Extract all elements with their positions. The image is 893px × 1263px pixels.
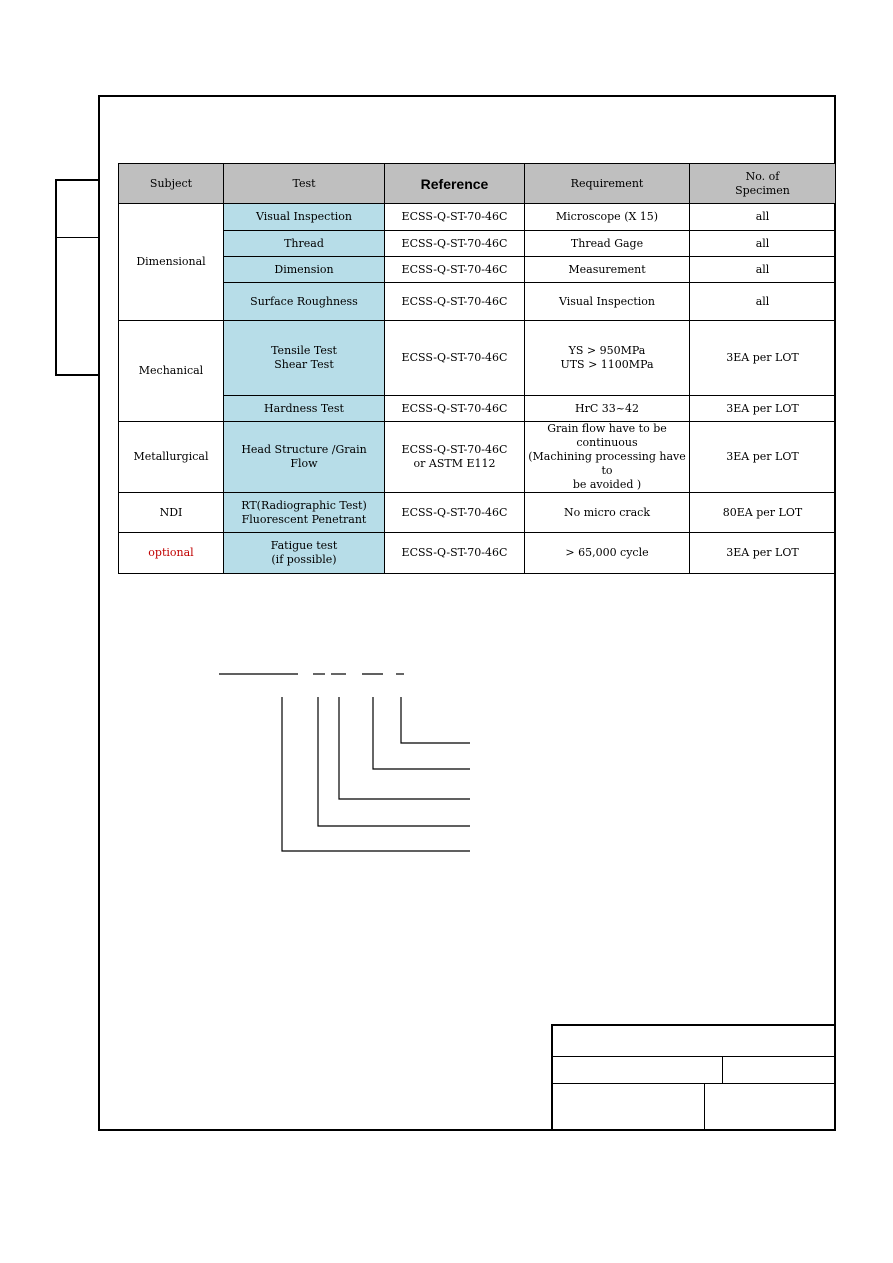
callout-leader-4 [318, 697, 470, 826]
group-mechanical: Mechanical [119, 321, 224, 422]
group-ndi: NDI [119, 493, 224, 533]
group-metallurgical: Metallurgical [119, 422, 224, 493]
header-requirement: Requirement [525, 164, 690, 204]
cell-specimen: 3EA per LOT [690, 533, 836, 574]
cell-test: Head Structure /Grain Flow [224, 422, 385, 493]
header-reference: Reference [385, 164, 525, 204]
cell-specimen: all [690, 204, 836, 231]
cell-requirement: Grain flow have to be continuous (Machining processing have to be avoided ) [525, 422, 690, 493]
title-block [551, 1024, 836, 1131]
cell-requirement: YS > 950MPa UTS > 1100MPa [525, 321, 690, 396]
cell-requirement: Measurement [525, 257, 690, 283]
cell-test: Visual Inspection [224, 204, 385, 231]
cell-test: Fatigue test (if possible) [224, 533, 385, 574]
cell-reference: ECSS-Q-ST-70-46C [385, 533, 525, 574]
callout-leader-5 [282, 697, 470, 851]
cell-reference: ECSS-Q-ST-70-46C [385, 321, 525, 396]
cell-requirement: HrC 33~42 [525, 396, 690, 422]
cell-test: Tensile Test Shear Test [224, 321, 385, 396]
cell-reference: ECSS-Q-ST-70-46C [385, 493, 525, 533]
cell-reference: ECSS-Q-ST-70-46C or ASTM E112 [385, 422, 525, 493]
title-block-col-divider-2 [704, 1083, 705, 1131]
cell-specimen: all [690, 231, 836, 257]
cell-reference: ECSS-Q-ST-70-46C [385, 257, 525, 283]
header-subject: Subject [119, 164, 224, 204]
callout-leader-3 [339, 697, 470, 799]
header-test: Test [224, 164, 385, 204]
cell-requirement: Visual Inspection [525, 283, 690, 321]
cell-test: RT(Radiographic Test) Fluorescent Penetrant [224, 493, 385, 533]
cell-requirement: > 65,000 cycle [525, 533, 690, 574]
title-block-col-divider-1 [722, 1056, 723, 1083]
cell-specimen: all [690, 257, 836, 283]
group-optional: optional [119, 533, 224, 574]
title-block-row-divider-1 [552, 1056, 836, 1057]
callout-leader-2 [373, 697, 470, 769]
cell-reference: ECSS-Q-ST-70-46C [385, 283, 525, 321]
cell-reference: ECSS-Q-ST-70-46C [385, 204, 525, 231]
group-dimensional: Dimensional [119, 204, 224, 321]
cell-test: Hardness Test [224, 396, 385, 422]
cell-reference: ECSS-Q-ST-70-46C [385, 231, 525, 257]
cell-test: Surface Roughness [224, 283, 385, 321]
cell-specimen: all [690, 283, 836, 321]
cell-specimen: 3EA per LOT [690, 396, 836, 422]
cell-requirement: Thread Gage [525, 231, 690, 257]
title-block-row-divider-2 [552, 1083, 836, 1084]
cell-specimen: 3EA per LOT [690, 321, 836, 396]
cell-test: Thread [224, 231, 385, 257]
header-specimen: No. of Specimen [690, 164, 836, 204]
cell-requirement: No micro crack [525, 493, 690, 533]
cell-specimen: 3EA per LOT [690, 422, 836, 493]
callout-leader-1 [401, 697, 470, 743]
cell-test: Dimension [224, 257, 385, 283]
cell-reference: ECSS-Q-ST-70-46C [385, 396, 525, 422]
cell-requirement: Microscope (X 15) [525, 204, 690, 231]
cell-specimen: 80EA per LOT [690, 493, 836, 533]
